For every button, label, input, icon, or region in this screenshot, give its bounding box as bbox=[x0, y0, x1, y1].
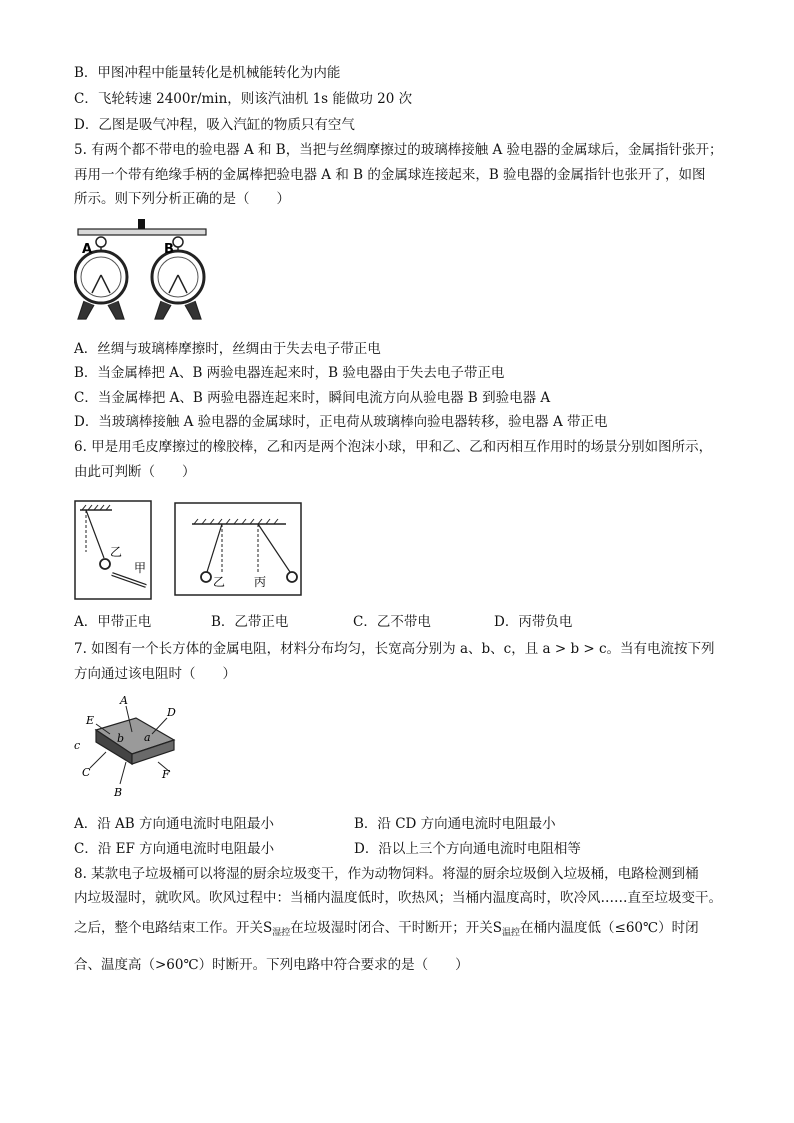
q6-stem-line1: 6. 甲是用毛皮摩擦过的橡胶棒，乙和丙是两个泡沫小球，甲和乙、乙和丙相互作用时的场景分别如图所示， bbox=[74, 439, 713, 455]
q8-stem-line4: 合、温度高（>60℃）时断开。下列电路中符合要求的是（ ） bbox=[74, 957, 469, 973]
electroscope-label-b: B bbox=[164, 242, 174, 257]
q8-stem-line3-part1: 之后，整个电路结束工作。开关S bbox=[74, 920, 273, 936]
switch-wet-subscript: 湿控 bbox=[272, 928, 291, 938]
ball-yi-label: 乙 bbox=[110, 545, 123, 559]
q6-option-b: B．乙带正电 bbox=[211, 614, 289, 630]
q5-option-b: B．当金属棒把 A、B 两验电器连起来时，B 验电器由于失去电子带正电 bbox=[74, 365, 505, 381]
two-balls-figure bbox=[174, 502, 304, 598]
ball-yi-label-2: 乙 bbox=[213, 575, 226, 589]
q5-stem-line2: 再用一个带有绝缘手柄的金属棒把验电器 A 和 B 的金属球连接起来，B 验电器的金属指针也张开了，如图 bbox=[74, 167, 706, 183]
q6-option-a: A．甲带正电 bbox=[74, 614, 152, 630]
block-label-c-upper: C bbox=[82, 766, 91, 779]
q4-option-d: D．乙图是吸气冲程，吸入汽缸的物质只有空气 bbox=[74, 117, 355, 133]
q4-option-b: B．甲图冲程中能量转化是机械能转化为内能 bbox=[74, 65, 341, 81]
q4-option-c: C．飞轮转速 2400r/min，则该汽油机 1s 能做功 20 次 bbox=[74, 91, 413, 107]
q7-option-b: B．沿 CD 方向通电流时电阻最小 bbox=[354, 816, 556, 832]
q5-stem-line1: 5. 有两个都不带电的验电器 A 和 B，当把与丝绸摩擦过的玻璃棒接触 A 验电器的金属球后，金属指针张开； bbox=[74, 142, 723, 158]
ball-bing-label: 丙 bbox=[254, 575, 267, 589]
electroscope-label-a: A bbox=[82, 242, 93, 257]
block-label-b-upper: B bbox=[114, 786, 123, 799]
q8-stem-line1: 8. 某款电子垃圾桶可以将湿的厨余垃圾变干，作为动物饲料。将湿的厨余垃圾倒入垃圾桶，电路检测到桶 bbox=[74, 866, 699, 882]
block-label-e: E bbox=[86, 714, 95, 727]
resistor-block-figure bbox=[74, 692, 194, 804]
electroscope-figure bbox=[74, 215, 224, 333]
q6-option-d: D．丙带负电 bbox=[494, 614, 573, 630]
block-label-d: D bbox=[167, 706, 176, 719]
q7-option-c: C．沿 EF 方向通电流时电阻最小 bbox=[74, 841, 275, 857]
q5-stem-line3: 所示。则下列分析正确的是（ ） bbox=[74, 191, 290, 207]
block-label-c-lower: c bbox=[74, 739, 81, 752]
q6-stem-line2: 由此可判断（ ） bbox=[74, 464, 196, 480]
q8-stem-line3 bbox=[74, 919, 699, 942]
rod-ball-figure bbox=[74, 500, 154, 602]
q8-stem-line2: 内垃圾湿时，就吹风。吹风过程中：当桶内温度低时，吹热风；当桶内温度高时，吹冷风……直至垃圾变干。 bbox=[74, 890, 722, 906]
q7-option-a: A．沿 AB 方向通电流时电阻最小 bbox=[74, 816, 275, 832]
q7-stem-line1: 7. 如图有一个长方体的金属电阻，材料分布均匀，长宽高分别为 a、b、c，且 a > b > c。当有电流按下列 bbox=[74, 641, 715, 657]
q6-option-c: C．乙不带电 bbox=[353, 614, 431, 630]
q7-stem-line2: 方向通过该电阻时（ ） bbox=[74, 666, 236, 682]
q7-option-d: D．沿以上三个方向通电流时电阻相等 bbox=[354, 841, 581, 857]
rod-jia-label: 甲 bbox=[134, 561, 147, 575]
q8-stem-line3-part3: 在桶内温度低（≤60℃）时闭 bbox=[520, 920, 699, 936]
q8-stem-line3-part2: 在垃圾湿时闭合、干时断开；开关S bbox=[290, 920, 503, 936]
q5-option-d: D．当玻璃棒接触 A 验电器的金属球时，正电荷从玻璃棒向验电器转移，验电器 A 带正电 bbox=[74, 414, 608, 430]
q5-option-a: A．丝绸与玻璃棒摩擦时，丝绸由于失去电子带正电 bbox=[74, 341, 381, 357]
switch-temp-subscript: 温控 bbox=[502, 928, 521, 938]
block-label-a-lower: a bbox=[144, 731, 151, 744]
block-label-a-upper: A bbox=[120, 694, 128, 707]
block-label-f: F bbox=[162, 768, 170, 781]
q5-option-c: C．当金属棒把 A、B 两验电器连起来时，瞬间电流方向从验电器 B 到验电器 A bbox=[74, 390, 551, 406]
block-label-b-lower: b bbox=[117, 732, 125, 745]
